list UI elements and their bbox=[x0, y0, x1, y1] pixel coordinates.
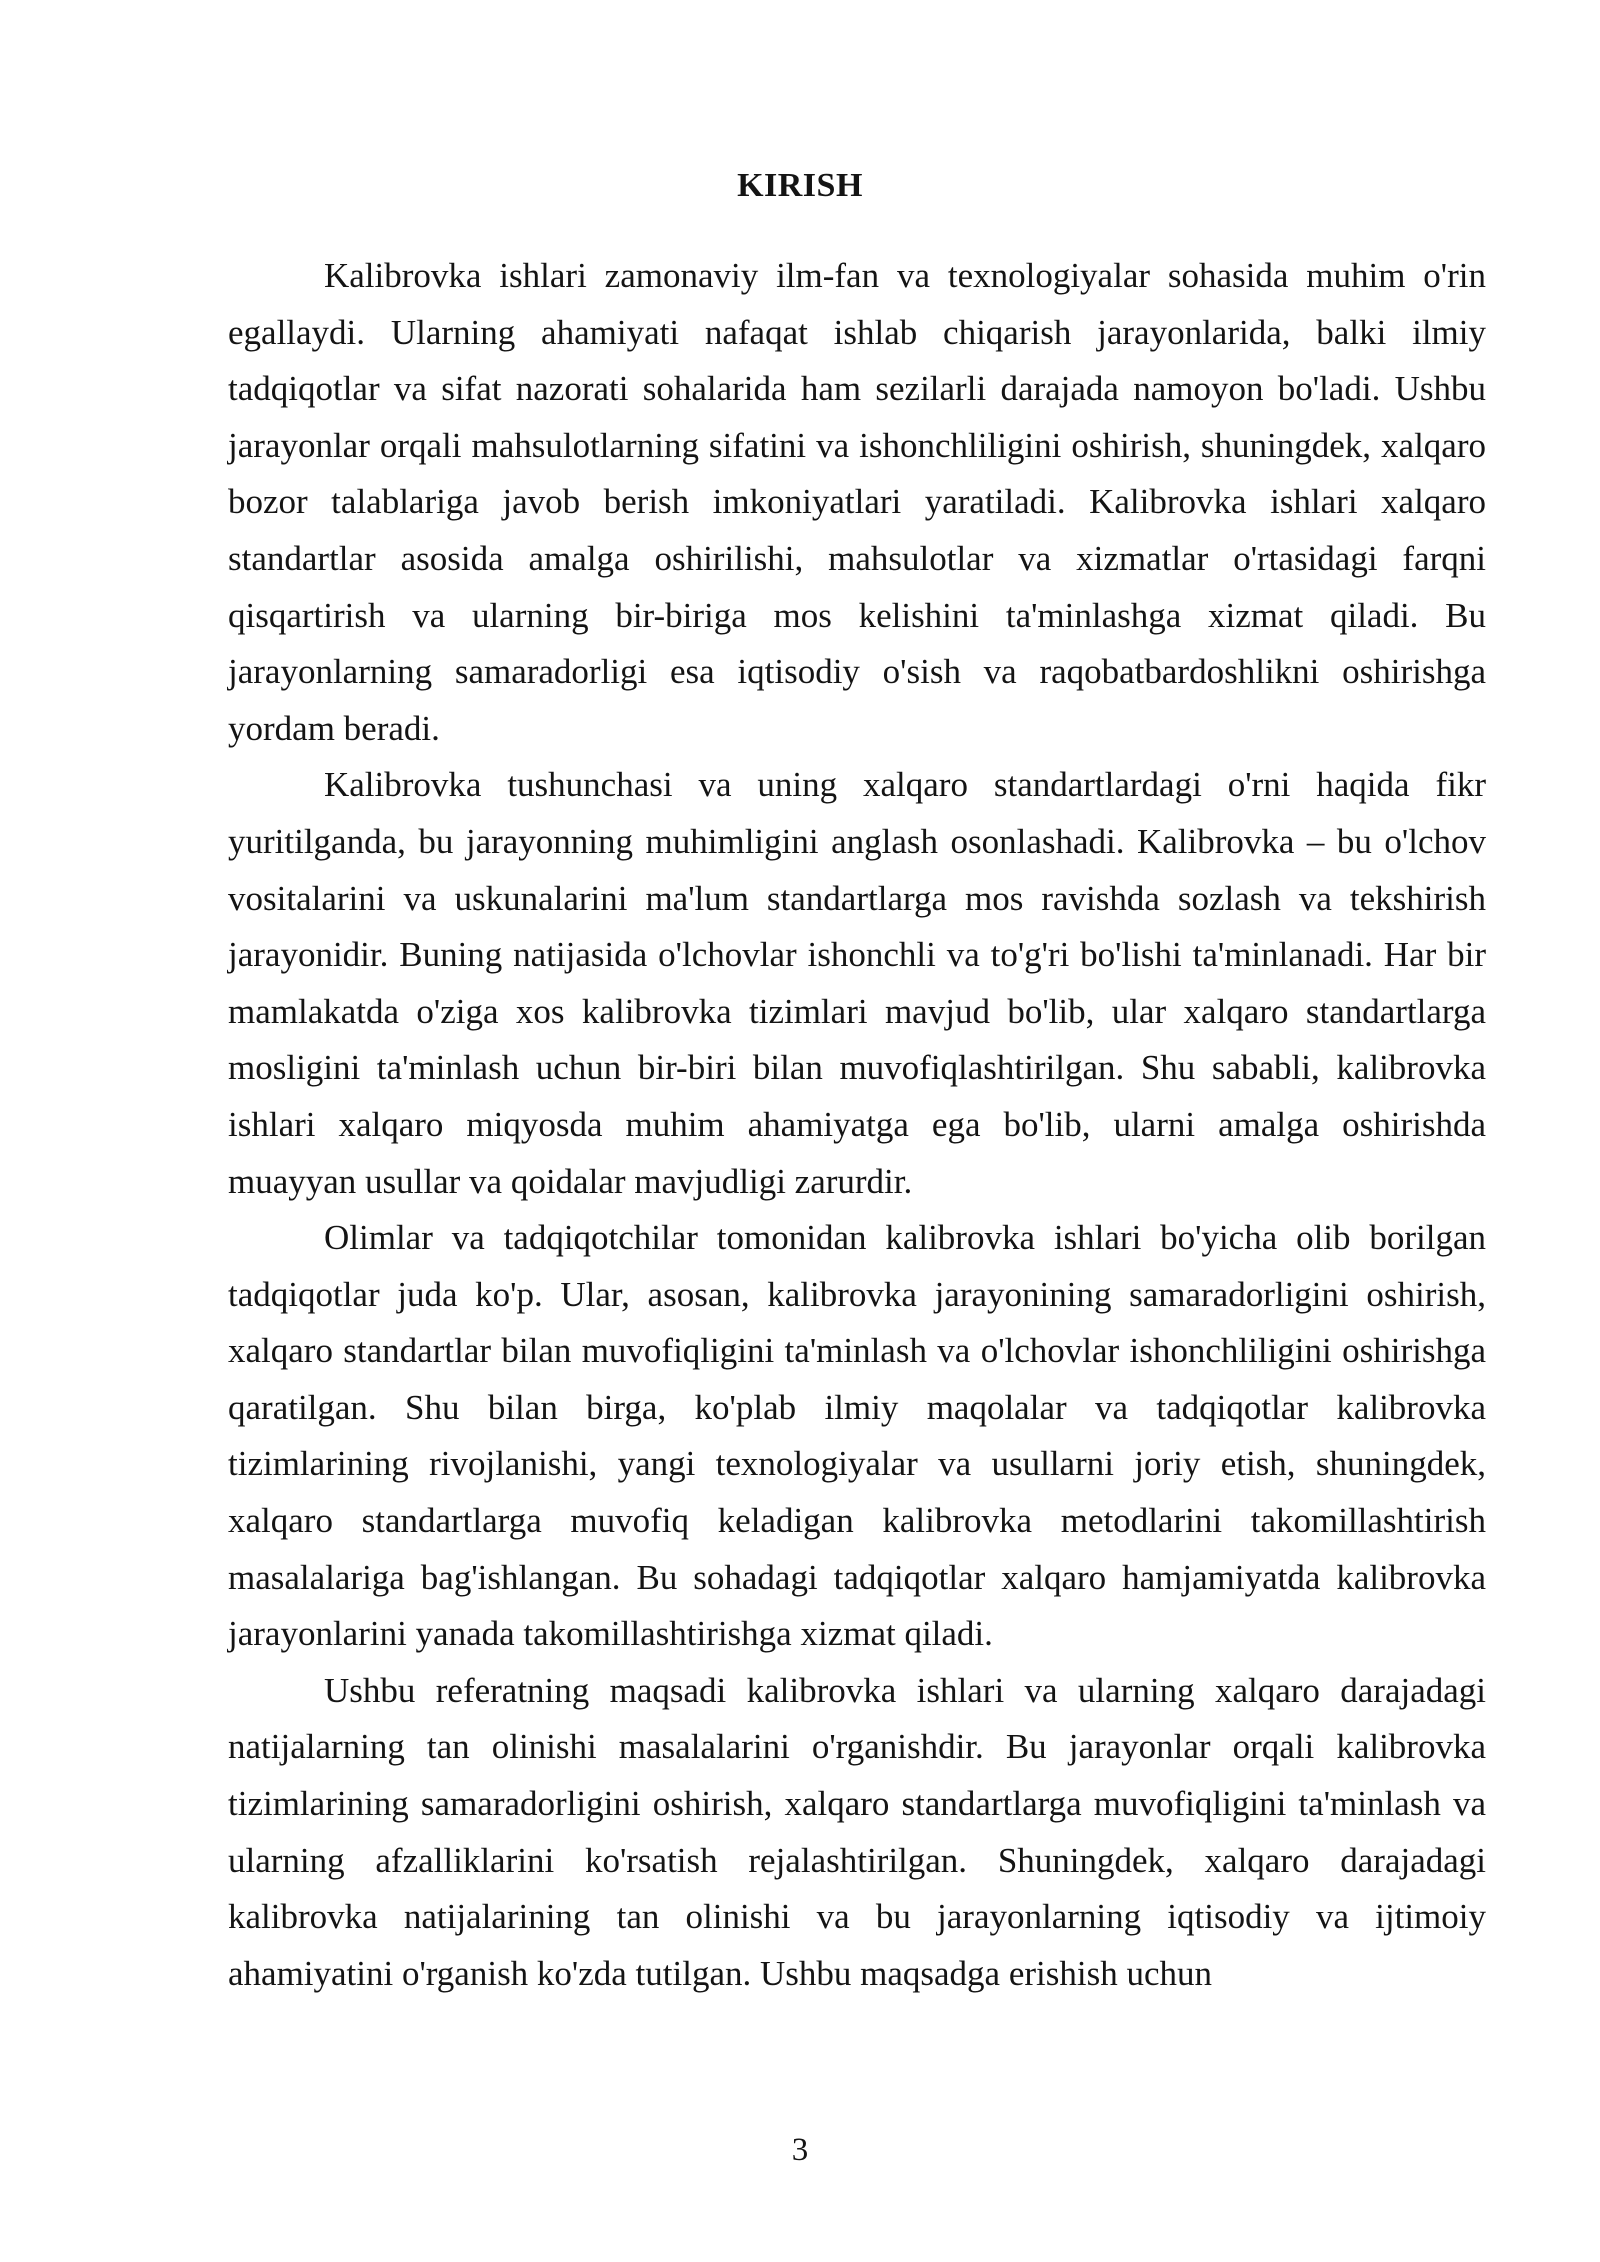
paragraph-1: Kalibrovka ishlari zamonaviy ilm-fan va texnologiyalar sohasida muhim o'rin egallaydi. Ularning ahamiyati nafaqat ishlab chiqarish jarayonlarida, balki ilmiy tadqiqotlar va sifat nazorati sohalarida ham sezilarli darajada namoyon bo'ladi. Ushbu jarayonlar orqali mahsulotlarning sifatini va ishonchliligini oshirish, shuningdek, xalqaro bozor talablariga javob berish imkoniyatlari yaratiladi. Kalibrovka ishlari xalqaro standartlar asosida amalga oshirilishi, mahsulotlar va xizmatlar o'rtasidagi farqni qisqartirish va ularning bir-biriga mos kelishini ta'minlashga xizmat qiladi. Bu jarayonlarning samaradorligi esa iqtisodiy o'sish va raqobatbardoshlikni oshirishga yordam beradi. bbox=[228, 256, 1486, 748]
section-title: KIRISH bbox=[737, 167, 863, 204]
body-text bbox=[228, 248, 1486, 2002]
paragraph-3: Olimlar va tadqiqotchilar tomonidan kalibrovka ishlari bo'yicha olib borilgan tadqiqotlar juda ko'p. Ular, asosan, kalibrovka jarayonining samaradorligini oshirish, xalqaro standartlar bilan muvofiqligini ta'minlash va o'lchovlar ishonchliligini oshirishga qaratilgan. Shu bilan birga, ko'plab ilmiy maqolalar va tadqiqotlar kalibrovka tizimlarining rivojlanishi, yangi texnologiyalar va usullarni joriy etish, shuningdek, xalqaro standartlarga muvofiq keladigan kalibrovka metodlarini takomillashtirish masalalariga bag'ishlangan. Bu sohadagi tadqiqotlar xalqaro hamjamiyatda kalibrovka jarayonlarini yanada takomillashtirishga xizmat qiladi. bbox=[228, 1218, 1486, 1654]
paragraph-2: Kalibrovka tushunchasi va uning xalqaro standartlardagi o'rni haqida fikr yuritilganda, bu jarayonning muhimligini anglash osonlashadi. Kalibrovka – bu o'lchov vositalarini va uskunalarini ma'lum standartlarga mos ravishda sozlash va tekshirish jarayonidir. Buning natijasida o'lchovlar ishonchli va to'g'ri bo'lishi ta'minlanadi. Har bir mamlakatda o'ziga xos kalibrovka tizimlari mavjud bo'lib, ular xalqaro standartlarga mosligini ta'minlash uchun bir-biri bilan muvofiqlashtirilgan. Shu sababli, kalibrovka ishlari xalqaro miqyosda muhim ahamiyatga ega bo'lib, ularni amalga oshirishda muayyan usullar va qoidalar mavjudligi zarurdir. bbox=[228, 765, 1486, 1201]
paragraph-4: Ushbu referatning maqsadi kalibrovka ishlari va ularning xalqaro darajadagi natijalarning tan olinishi masalalarini o'rganishdir. Bu jarayonlar orqali kalibrovka tizimlarining samaradorligini oshirish, xalqaro standartlarga muvofiqligini ta'minlash va ularning afzalliklarini ko'rsatish rejalashtirilgan. Shuningdek, xalqaro darajadagi kalibrovka natijalarining tan olinishi va bu jarayonlarning iqtisodiy va ijtimoiy ahamiyatini o'rganish ko'zda tutilgan. Ushbu maqsadga erishish uchun bbox=[228, 1670, 1486, 1993]
page-number: 3 bbox=[791, 2132, 809, 2168]
